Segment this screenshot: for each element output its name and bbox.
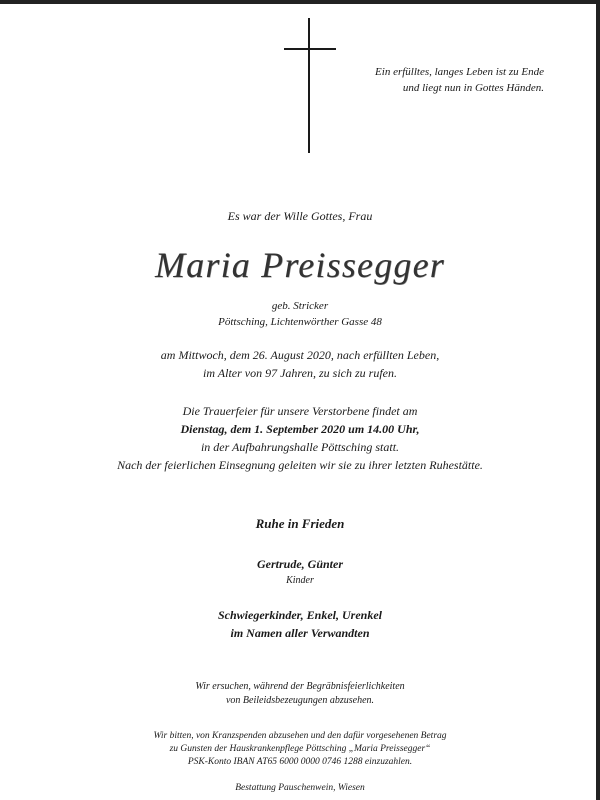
donation-line-1: Wir bitten, von Kranzspenden abzusehen und den dafür vorgesehenen Betrag: [153, 731, 447, 741]
condolence-line-2: von Beileidsbezeugungen abzusehen.: [225, 695, 375, 706]
motto-line-1: Ein erfülltes, langes Leben ist zu Ende: [375, 66, 544, 78]
children-block: [0, 555, 600, 588]
deceased-name: Maria Preissegger: [154, 245, 446, 285]
deceased-details: [0, 298, 600, 330]
relatives-block: [0, 606, 600, 642]
death-notice: [0, 346, 600, 382]
funeral-date: Dienstag, dem 1. September 2020 um 14.00 Uhr,: [180, 422, 420, 436]
funeral-info: [0, 402, 600, 474]
donation-note: [0, 730, 600, 769]
funeral-line-3: in der Aufbahrungshalle Pöttsching statt.: [200, 440, 400, 454]
funeral-line-1: Die Trauerfeier für unsere Verstorbene findet am: [182, 404, 418, 418]
condolence-note: [0, 680, 600, 708]
condolence-line-1: Wir ersuchen, während der Begräbnisfeierlichkeiten: [195, 681, 405, 692]
motto: [284, 64, 544, 96]
donation-line-3: PSK-Konto IBAN AT65 6000 0000 0746 1288 einzuzahlen.: [187, 757, 413, 767]
border-top: [0, 0, 600, 4]
death-line-1: am Mittwoch, dem 26. August 2020, nach erfüllten Leben,: [160, 348, 440, 362]
intro-text: Es war der Wille Gottes, Frau: [227, 209, 373, 223]
funeral-line-4: Nach der feierlichen Einsegnung geleiten wir sie zu ihrer letzten Ruhestätte.: [117, 458, 483, 472]
donation-line-2: zu Gunsten der Hauskrankenpflege Pöttsching „Maria Preissegger“: [169, 744, 431, 754]
relatives-line-2: im Namen aller Verwandten: [230, 626, 370, 640]
death-line-2: im Alter von 97 Jahren, zu sich zu rufen.: [203, 366, 397, 380]
rip-text: Ruhe in Frieden: [255, 516, 345, 531]
maiden-name: geb. Stricker: [271, 300, 329, 312]
relatives-line-1: Schwiegerkinder, Enkel, Urenkel: [217, 608, 382, 622]
children-names: Gertrude, Günter: [256, 557, 343, 571]
undertaker: Bestattung Pauschenwein, Wiesen: [235, 783, 365, 793]
address: Pöttsching, Lichtenwörther Gasse 48: [218, 316, 382, 328]
motto-line-2: und liegt nun in Gottes Händen.: [402, 82, 544, 94]
children-role: Kinder: [286, 575, 314, 586]
